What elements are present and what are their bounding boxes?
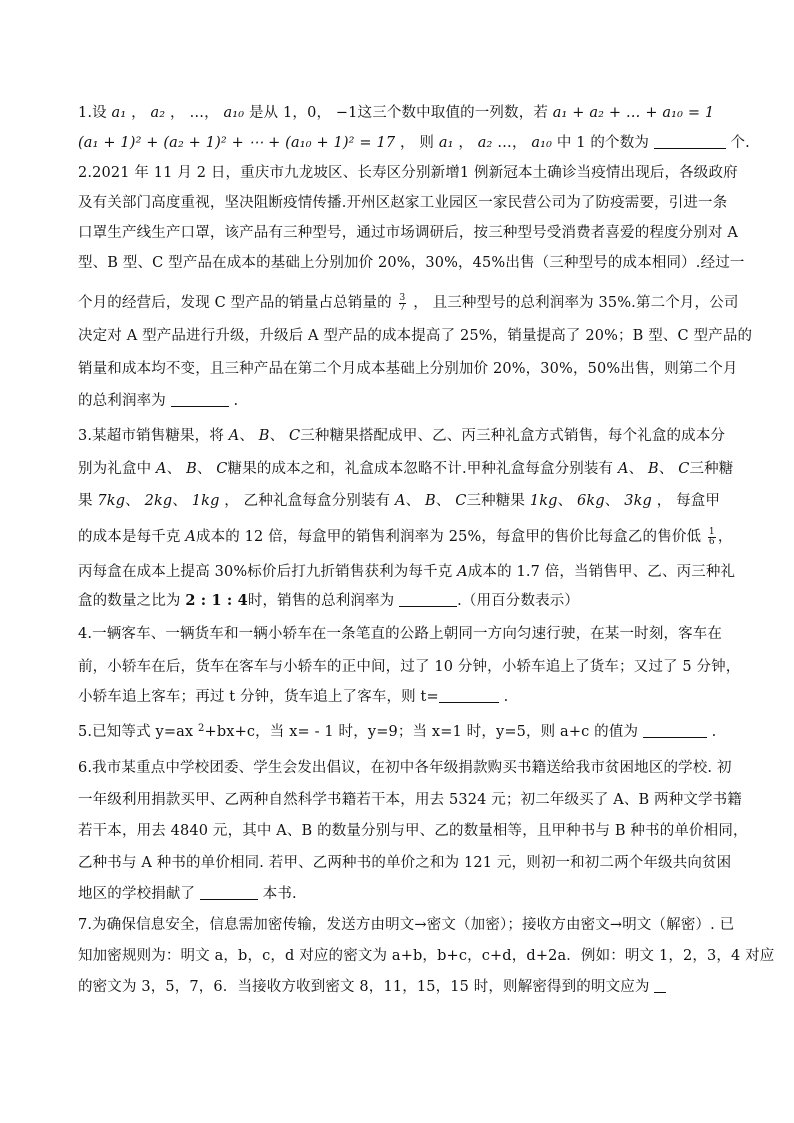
- answer-blank: [200, 885, 258, 900]
- fraction-1-6: [708, 528, 716, 547]
- problem-6-line-4: 乙种书与 A 种书的单价相同. 若甲、乙两种书的单价之和为 121 元，则初一和初二两个年级共向贫困: [78, 855, 732, 871]
- text: 三种糖果搭配成甲、乙、丙三种礼盒方式销售，每个礼盒的成本分: [300, 428, 726, 444]
- math-mass: 6kg: [577, 493, 605, 509]
- problem-2-line-1: 2.2021 年 11 月 2 日，重庆市九龙坡区、长寿区分别新增1 例新冠本土确诊当疫情出现后，各级政府: [78, 165, 738, 181]
- answer-blank: [654, 134, 726, 149]
- math-C: C: [216, 461, 228, 477]
- text: 、: [239, 428, 259, 444]
- math-a10: a₁₀: [223, 105, 245, 121]
- fraction-denominator: 6: [708, 536, 715, 547]
- problem-7-line-2: 知加密规则为：明文 a，b，c，d 对应的密文为 a+b，b+c，c+d，d+2a．例如：明文 1，2，3，4 对应: [78, 948, 775, 964]
- math-C: C: [289, 428, 301, 444]
- text: 盒的数量之比为: [78, 593, 186, 609]
- problem-2-line-4: 型、B 型、C 型产品在成本的基础上分别加价 20%，30%，45%出售（三种型号的成本相同）.经过一: [78, 255, 745, 271]
- text: ， …，: [170, 105, 224, 121]
- text: ，: [458, 135, 473, 151]
- text: ， 乙种礼盒每盒分别装有: [219, 493, 395, 509]
- text: 、: [628, 461, 649, 477]
- problem-5-line-1: [78, 722, 716, 742]
- problem-6-line-2: 一年级利用捐款买甲、乙两种自然科学书籍若干本，用去 5324 元；初二年级买了 A、B 两种文学书籍: [78, 792, 742, 808]
- text: 中 1 的个数为: [556, 135, 654, 151]
- text: …，: [497, 135, 532, 151]
- fraction-numerator: 3: [399, 292, 406, 303]
- problem-2-line-3: 口罩生产线生产口罩，该产品有三种型号，通过市场调研后，按三种型号受消费者喜爱的程度分别对 A: [78, 225, 738, 241]
- math-square-sum-equation: (a₁ + 1)² + (a₂ + 1)² + ⋯ + (a₁₀ + 1)² = 17: [78, 135, 396, 151]
- text: 糖果的成本之和，礼盒成本忽略不计.甲种礼盒每盒分别装有: [227, 461, 618, 477]
- exponent: 2: [198, 723, 205, 734]
- math-C: C: [678, 461, 690, 477]
- text: 成本的 1.7 倍，当销售甲、乙、丙三种礼: [467, 564, 736, 580]
- text: .（用百分数表示）: [457, 593, 580, 609]
- math-mass: 3kg: [624, 493, 652, 509]
- problem-3-line-5: [78, 562, 735, 582]
- answer-blank: [643, 723, 707, 738]
- math-a1: a₁: [111, 105, 127, 121]
- fraction-3-7: [399, 294, 407, 313]
- text: 的成本是每千克: [78, 529, 186, 545]
- problem-1-line-2: [78, 133, 750, 153]
- text: ， 每盒甲: [651, 493, 721, 509]
- math-mass: 2kg: [144, 493, 173, 509]
- problem-3-line-2: [78, 459, 733, 479]
- text: 、: [435, 493, 456, 509]
- math-a10: a₁₀: [531, 135, 553, 151]
- text: ， 且三种型号的总利润率为 35%.第二个月，公司: [413, 295, 739, 311]
- text: .: [498, 689, 509, 705]
- math-a2: a₂: [150, 105, 166, 121]
- text: 的密文为 3，5，7，6．当接收方收到密文 8，11，15，15 时，则解密得到的明文应为: [78, 979, 655, 995]
- text: 、: [269, 428, 290, 444]
- text: 、: [557, 493, 578, 509]
- text: 小轿车追上客车；再过 t 分钟，货车追上了客车，则 t=: [78, 689, 439, 705]
- fraction-denominator: 7: [399, 302, 406, 313]
- problem-3-line-3: [78, 491, 720, 511]
- math-B: B: [648, 461, 659, 477]
- math-A: A: [185, 529, 196, 545]
- math-A: A: [228, 428, 240, 444]
- text: 3.某超市销售糖果，将: [78, 428, 229, 444]
- math-A: A: [457, 564, 468, 580]
- text: 个.: [730, 135, 750, 151]
- text: ，: [131, 105, 146, 121]
- text: 是从 1，0， −1这三个数中取值的一列数，若: [249, 105, 553, 121]
- problem-4-line-1: 4.一辆客车、一辆货车和一辆小轿车在一条笔直的公路上朝同一方向匀速行驶，在某一时刻，客车在: [78, 626, 723, 642]
- problem-4-line-3: [78, 687, 508, 707]
- text: 时，销售的总利润率为: [247, 593, 400, 609]
- text: 、: [196, 461, 217, 477]
- problem-2-line-6: 决定对 A 型产品进行升级，升级后 A 型产品的成本提高了 25%，销量提高了 20%；B 型、C 型产品的: [78, 328, 753, 344]
- fraction-numerator: 1: [708, 526, 715, 537]
- text: .: [233, 393, 239, 409]
- text: 本书.: [257, 886, 297, 902]
- problem-7-line-1: 7.为确保信息安全，信息需加密传输，发送方由明文→密文（加密）；接收方由密文→明文（解密）. 已: [78, 917, 735, 933]
- math-B: B: [425, 493, 436, 509]
- text: +bx+c，当 x= - 1 时，y=9；当 x=1 时，y=5，则 a+c 的值为: [204, 724, 643, 740]
- text: 别为礼盒中: [78, 461, 157, 477]
- math-mass: 1kg: [529, 493, 558, 509]
- text: 地区的学校捐献了: [78, 886, 200, 902]
- text: 、: [405, 493, 425, 509]
- problem-2-line-7: 销量和成本均不变，且三种产品在第二个月成本基础上分别加价 20%，30%，50%出售，则第二个月: [78, 361, 738, 377]
- text: ，: [717, 529, 733, 545]
- text: 三种糖: [689, 461, 734, 477]
- answer-blank: [171, 392, 229, 407]
- answer-blank: [439, 688, 499, 703]
- text: 、: [658, 461, 679, 477]
- text: 、: [166, 461, 187, 477]
- math-sum-equation: a₁ + a₂ + … + a₁₀ = 1: [552, 105, 715, 121]
- math-a1: a₁: [438, 135, 454, 151]
- math-a2: a₂: [477, 135, 493, 151]
- text: 成本的 12 倍，每盒甲的销售利润率为 25%，每盒甲的售价比每盒乙的售价低: [195, 529, 702, 545]
- problem-6-line-3: 若干本，用去 4840 元，其中 A、B 的数量分别与甲、乙的数量相等，且甲种书与 B 种书的单价相同，: [78, 823, 748, 839]
- answer-blank: [399, 592, 457, 607]
- problem-6-line-1: 6.我市某重点中学校团委、学生会发出倡议，在初中各年级捐款购买书籍送给我市贫困地区的学校. 初: [78, 760, 732, 776]
- math-B: B: [186, 461, 197, 477]
- math-mass: 1kg: [191, 493, 220, 509]
- problem-6-line-5: [78, 884, 297, 904]
- problem-3-line-1: [78, 426, 725, 446]
- text: .: [706, 724, 717, 740]
- problem-3-line-6: [78, 591, 579, 611]
- problem-4-line-2: 前，小轿车在后，货车在客车与小轿车的正中间，过了 10 分钟，小轿车追上了货车；又过了 5 分钟，: [78, 659, 741, 675]
- text: 的总利润率为: [78, 393, 171, 409]
- text: 丙每盒在成本上提高 30%标价后打九折销售获利为每千克: [78, 564, 458, 580]
- math-B: B: [258, 428, 270, 444]
- text: 果: [78, 493, 98, 509]
- text: ， 则: [399, 135, 439, 151]
- math-C: C: [455, 493, 467, 509]
- problem-2-line-5: [78, 293, 739, 313]
- text: 、: [604, 493, 625, 509]
- math-mass: 7kg: [97, 493, 126, 509]
- math-ratio: 2 : 1 : 4: [185, 592, 248, 609]
- text: 三种糖果: [466, 493, 530, 509]
- text: 5.已知等式 y=ax: [78, 724, 199, 740]
- math-A: A: [617, 461, 629, 477]
- text: 、: [125, 493, 145, 509]
- problem-1-line-1: [78, 103, 714, 123]
- text: 个月的经营后，发现 C 型产品的销量占总销量的: [78, 295, 392, 311]
- problem-2-line-8: [78, 391, 238, 411]
- problem-2-line-2: 及有关部门高度重视，坚决阻断疫情传播.开州区赵家工业园区一家民营公司为了防疫需要，引进一条: [78, 195, 728, 211]
- text: 1.设: [78, 105, 112, 121]
- problem-3-line-4: [78, 527, 732, 547]
- math-A: A: [394, 493, 406, 509]
- problem-7-line-3: [78, 977, 666, 997]
- text: 、: [172, 493, 192, 509]
- math-A: A: [156, 461, 167, 477]
- answer-blank: [654, 978, 666, 993]
